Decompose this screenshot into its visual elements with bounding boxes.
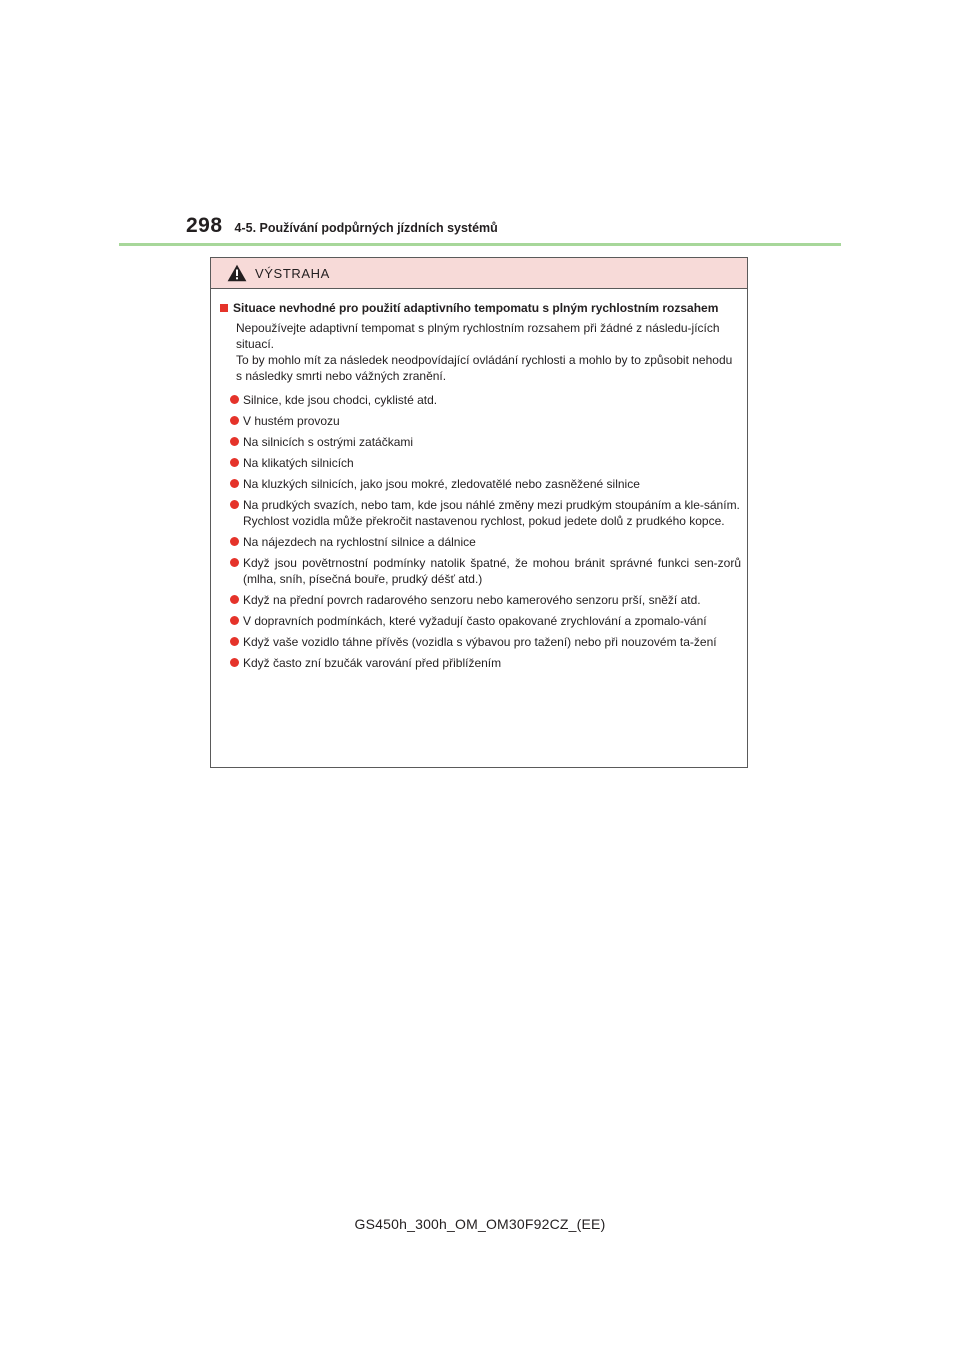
intro-paragraph: To by mohlo mít za následek neodpovídající ovládání rychlosti a mohlo by to způsobit nehodu s následky smrti nebo vážných zranění. <box>236 353 733 383</box>
red-circle-icon <box>230 658 239 667</box>
list-item-text: Když vaše vozidlo táhne přívěs (vozidla s výbavou pro tažení) nebo při nouzovém ta-žení <box>243 635 717 649</box>
section-title: 4-5. Používání podpůrných jízdních systémů <box>234 221 498 235</box>
list-item <box>219 592 741 608</box>
list-item <box>219 655 741 671</box>
document-code: GS450h_300h_OM_OM30F92CZ_(EE) <box>354 1216 606 1232</box>
list-item <box>219 455 741 471</box>
list-item-text: Na kluzkých silnicích, jako jsou mokré, zledovatělé nebo zasněžené silnice <box>243 477 640 491</box>
header-rule <box>119 243 841 246</box>
intro-paragraph: Nepoužívejte adaptivní tempomat s plným rychlostním rozsahem při žádné z následu-jících situací. <box>236 321 720 351</box>
red-circle-icon <box>230 537 239 546</box>
warning-label: VÝSTRAHA <box>255 265 330 281</box>
red-circle-icon <box>230 416 239 425</box>
page-number: 298 <box>186 214 223 237</box>
list-item <box>219 613 741 629</box>
red-circle-icon <box>230 437 239 446</box>
warning-body <box>211 289 747 671</box>
page-header <box>186 214 498 244</box>
red-circle-icon <box>230 637 239 646</box>
list-item <box>219 534 741 550</box>
red-circle-icon <box>230 595 239 604</box>
warning-header <box>211 258 747 289</box>
list-item-text: V hustém provozu <box>243 414 340 428</box>
warning-topic-text: Situace nevhodné pro použití adaptivního tempomatu s plným rychlostním rozsahem <box>233 301 719 315</box>
list-item-text: V dopravních podmínkách, které vyžadují často opakované zrychlování a zpomalo-vání <box>243 614 707 628</box>
bullet-list <box>219 392 741 671</box>
list-item-text: Silnice, kde jsou chodci, cyklisté atd. <box>243 393 438 407</box>
red-circle-icon <box>230 458 239 467</box>
list-item-text: Když jsou povětrnostní podmínky natolik špatné, že mohou bránit správné funkci sen-zorů (mlha, sníh, písečná bouře, prudký déšť atd.) <box>243 556 741 586</box>
list-item <box>219 476 741 492</box>
list-item <box>219 497 741 529</box>
warning-box <box>210 257 748 768</box>
red-circle-icon <box>230 616 239 625</box>
list-item <box>219 434 741 450</box>
list-item-text: Když často zní bzučák varování před přiblížením <box>243 656 502 670</box>
list-item <box>219 413 741 429</box>
red-circle-icon <box>230 395 239 404</box>
red-square-icon <box>220 304 228 312</box>
list-item <box>219 555 741 587</box>
warning-intro <box>219 320 741 384</box>
red-circle-icon <box>230 500 239 509</box>
list-item-text: Na prudkých svazích, nebo tam, kde jsou náhlé změny mezi prudkým stoupáním a kle-sáním. Rychlost vozidla může překročit nastavenou rychlost, pokud jedete dolů z prudkého kopce. <box>243 498 740 528</box>
red-circle-icon <box>230 479 239 488</box>
list-item-text: Na nájezdech na rychlostní silnice a dálnice <box>243 535 476 549</box>
list-item <box>219 634 741 650</box>
red-circle-icon <box>230 558 239 567</box>
warning-topic <box>219 300 741 316</box>
list-item <box>219 392 741 408</box>
list-item-text: Na silnicích s ostrými zatáčkami <box>243 435 414 449</box>
list-item-text: Když na přední povrch radarového senzoru nebo kamerového senzoru prší, sněží atd. <box>243 593 701 607</box>
list-item-text: Na klikatých silnicích <box>243 456 354 470</box>
warning-triangle-icon <box>227 264 247 282</box>
